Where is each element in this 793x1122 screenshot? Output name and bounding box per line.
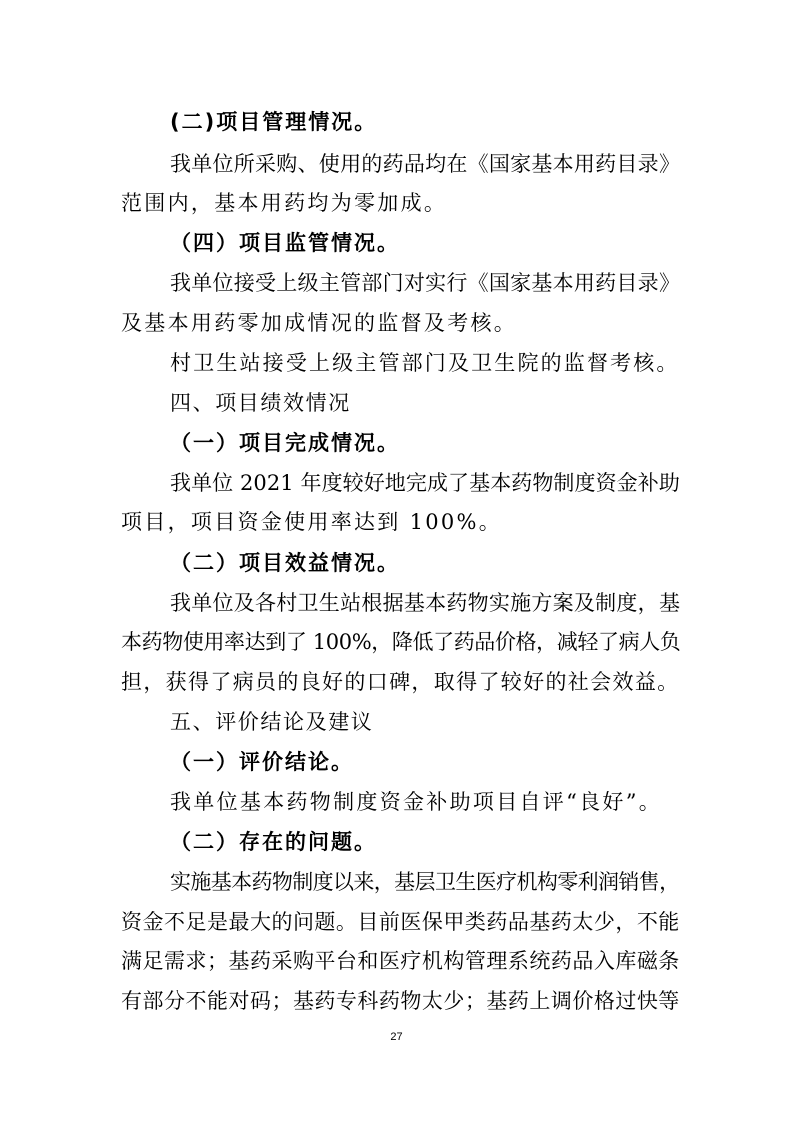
heading-project-completion: （一）项目完成情况。 bbox=[170, 431, 400, 455]
paragraph-line: 我单位接受上级主管部门对实行《国家基本用药目录》 bbox=[170, 271, 681, 295]
paragraph-line: 范围内，基本用药均为零加成。 bbox=[121, 191, 448, 215]
page-number: 27 bbox=[390, 1031, 403, 1043]
paragraph-line: 村卫生站接受上级主管部门及卫生院的监督考核。 bbox=[170, 351, 680, 375]
paragraph-line: 项目，项目资金使用率达到 100%。 bbox=[121, 510, 503, 534]
heading-project-management: (二)项目管理情况。 bbox=[170, 110, 378, 134]
paragraph-line: 我单位基本药物制度资金补助项目自评“良好”。 bbox=[170, 790, 663, 814]
paragraph-line: 我单位 2021 年度较好地完成了基本药物制度资金补助 bbox=[170, 471, 680, 495]
paragraph-line: 资金不足是最大的问题。目前医保甲类药品基药太少，不能 bbox=[121, 910, 680, 934]
paragraph-line: 满足需求；基药采购平台和医疗机构管理系统药品入库磁条 bbox=[121, 949, 680, 973]
heading-project-benefit: （二）项目效益情况。 bbox=[170, 551, 400, 575]
heading-evaluation-conclusion: （一）评价结论。 bbox=[170, 750, 354, 774]
paragraph-line: 担，获得了病员的良好的口碑，取得了较好的社会效益。 bbox=[121, 670, 680, 694]
paragraph-line: 我单位及各村卫生站根据基本药物实施方案及制度，基 bbox=[170, 591, 681, 615]
paragraph-line: 及基本用药零加成情况的监督及考核。 bbox=[121, 311, 518, 335]
paragraph-line: 我单位所采购、使用的药品均在《国家基本用药目录》 bbox=[170, 152, 681, 176]
heading-existing-problems: （二）存在的问题。 bbox=[170, 830, 377, 854]
paragraph-line: 实施基本药物制度以来，基层卫生医疗机构零利润销售， bbox=[170, 870, 680, 894]
section-heading-performance: 四、项目绩效情况 bbox=[170, 391, 351, 415]
heading-project-supervision: （四）项目监管情况。 bbox=[170, 231, 400, 255]
paragraph-line: 有部分不能对码；基药专科药物太少；基药上调价格过快等 bbox=[121, 989, 680, 1013]
paragraph-line: 本药物使用率达到了 100%，降低了药品价格，减轻了病人负 bbox=[121, 630, 681, 654]
section-heading-conclusion: 五、评价结论及建议 bbox=[170, 710, 374, 734]
